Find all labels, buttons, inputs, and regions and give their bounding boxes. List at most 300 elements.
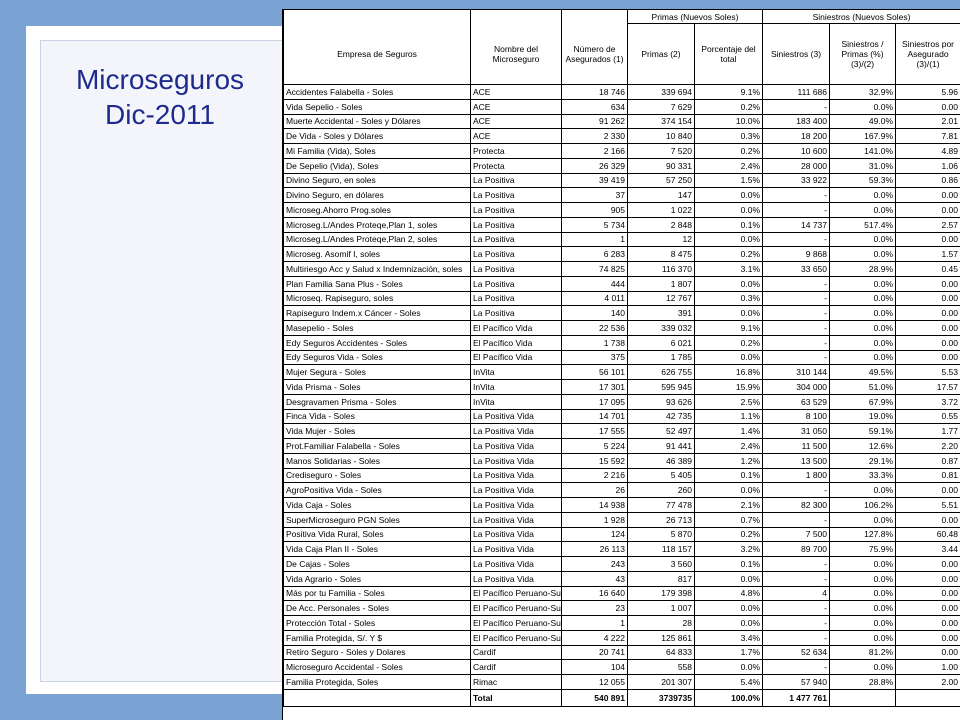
empresa-cell: Divino Seguro, en soles xyxy=(284,173,471,188)
siniestros-cell: 183 400 xyxy=(763,114,830,129)
microseguro-cell: La Positiva xyxy=(471,203,562,218)
siniestros-cell: - xyxy=(763,276,830,291)
ratio-cell: 0.0% xyxy=(830,512,896,527)
porcentaje-cell: 0.2% xyxy=(695,99,763,114)
per-asegurado-cell: 0.45 xyxy=(896,262,960,277)
siniestros-cell: 28 000 xyxy=(763,158,830,173)
empresa-cell: Vida Agrario - Soles xyxy=(284,571,471,586)
ratio-cell: 0.0% xyxy=(830,660,896,675)
table-row xyxy=(284,173,960,188)
asegurados-cell: 18 746 xyxy=(562,85,628,100)
primas-cell: 10 840 xyxy=(628,129,695,144)
porcentaje-cell: 10.0% xyxy=(695,114,763,129)
empresa-cell: AgroPositiva Vida - Soles xyxy=(284,483,471,498)
siniestros-cell: 89 700 xyxy=(763,542,830,557)
primas-cell: 116 370 xyxy=(628,262,695,277)
table-row xyxy=(284,380,960,395)
siniestros-group-header: Siniestros (Nuevos Soles) xyxy=(763,10,960,24)
empresa-cell: Protección Total - Soles xyxy=(284,616,471,631)
ratio-cell: 28.8% xyxy=(830,675,896,690)
ratio-cell: 75.9% xyxy=(830,542,896,557)
per-asegurado-cell: 0.00 xyxy=(896,616,960,631)
primas-cell: 91 441 xyxy=(628,439,695,454)
siniestros-cell: - xyxy=(763,571,830,586)
title-line-2: Dic-2011 xyxy=(105,99,215,130)
microseguro-cell: La Positiva Vida xyxy=(471,483,562,498)
ratio-cell: 0.0% xyxy=(830,321,896,336)
per-asegurado-cell: 0.00 xyxy=(896,335,960,350)
asegurados-cell: 2 216 xyxy=(562,468,628,483)
asegurados-cell: 43 xyxy=(562,571,628,586)
siniestros-cell: - xyxy=(763,483,830,498)
table-row xyxy=(284,217,960,232)
asegurados-cell: 6 283 xyxy=(562,247,628,262)
microseguros-table xyxy=(283,9,960,707)
microseguro-cell: La Positiva Vida xyxy=(471,468,562,483)
ratio-cell: 517.4% xyxy=(830,217,896,232)
primas-cell: 260 xyxy=(628,483,695,498)
microseguro-cell: La Positiva xyxy=(471,262,562,277)
siniestros-cell: 8 100 xyxy=(763,409,830,424)
porcentaje-cell: 15.9% xyxy=(695,380,763,395)
total-porcentaje: 100.0% xyxy=(695,689,763,706)
table-row xyxy=(284,129,960,144)
per-asegurado-cell: 0.00 xyxy=(896,306,960,321)
table-row xyxy=(284,291,960,306)
microseguro-cell: Cardif xyxy=(471,645,562,660)
table-row xyxy=(284,335,960,350)
asegurados-cell: 23 xyxy=(562,601,628,616)
per-asegurado-cell: 2.00 xyxy=(896,675,960,690)
empresa-cell: Divino Seguro, en dólares xyxy=(284,188,471,203)
microseguro-cell: La Positiva Vida xyxy=(471,542,562,557)
siniestros-cell: 1 800 xyxy=(763,468,830,483)
group-header-row xyxy=(284,10,960,24)
primas-cell: 1 807 xyxy=(628,276,695,291)
porcentaje-cell: 0.2% xyxy=(695,144,763,159)
per-asegurado-cell: 1.00 xyxy=(896,660,960,675)
col-header-siniestros: Siniestros (3) xyxy=(763,24,830,85)
asegurados-cell: 1 738 xyxy=(562,335,628,350)
empresa-cell: Microseguro Accidental - Soles xyxy=(284,660,471,675)
primas-cell: 77 478 xyxy=(628,498,695,513)
per-asegurado-cell: 0.00 xyxy=(896,512,960,527)
table-row xyxy=(284,188,960,203)
per-asegurado-cell: 2.01 xyxy=(896,114,960,129)
ratio-cell: 51.0% xyxy=(830,380,896,395)
microseguro-cell: La Positiva Vida xyxy=(471,571,562,586)
table-row xyxy=(284,350,960,365)
per-asegurado-cell: 0.86 xyxy=(896,173,960,188)
microseguro-cell: La Positiva xyxy=(471,217,562,232)
asegurados-cell: 26 xyxy=(562,483,628,498)
siniestros-cell: 111 686 xyxy=(763,85,830,100)
table-row xyxy=(284,439,960,454)
porcentaje-cell: 0.0% xyxy=(695,232,763,247)
ratio-cell: 0.0% xyxy=(830,601,896,616)
porcentaje-cell: 0.7% xyxy=(695,512,763,527)
total-label: Total xyxy=(471,689,562,706)
asegurados-cell: 1 xyxy=(562,232,628,247)
primas-cell: 374 154 xyxy=(628,114,695,129)
microseguro-cell: El Pacífico Vida xyxy=(471,350,562,365)
empresa-cell: Retiro Seguro - Soles y Dolares xyxy=(284,645,471,660)
column-header-row xyxy=(284,24,960,85)
empresa-cell: Familia Protegida, Soles xyxy=(284,675,471,690)
siniestros-cell: 33 650 xyxy=(763,262,830,277)
table-row xyxy=(284,616,960,631)
porcentaje-cell: 0.2% xyxy=(695,335,763,350)
siniestros-cell: - xyxy=(763,99,830,114)
ratio-cell: 167.9% xyxy=(830,129,896,144)
porcentaje-cell: 3.2% xyxy=(695,542,763,557)
empresa-cell: De Cajas - Soles xyxy=(284,557,471,572)
asegurados-cell: 140 xyxy=(562,306,628,321)
primas-cell: 595 945 xyxy=(628,380,695,395)
per-asegurado-cell: 2.20 xyxy=(896,439,960,454)
empresa-cell: Rapiseguro Indem.x Cáncer - Soles xyxy=(284,306,471,321)
microseguro-cell: La Positiva Vida xyxy=(471,527,562,542)
asegurados-cell: 74 825 xyxy=(562,262,628,277)
per-asegurado-cell: 0.00 xyxy=(896,232,960,247)
siniestros-cell: - xyxy=(763,306,830,321)
microseguro-cell: La Positiva Vida xyxy=(471,409,562,424)
ratio-cell: 12.6% xyxy=(830,439,896,454)
per-asegurado-cell: 0.00 xyxy=(896,350,960,365)
porcentaje-cell: 0.0% xyxy=(695,483,763,498)
per-asegurado-cell: 0.00 xyxy=(896,188,960,203)
empresa-cell: Positiva Vida Rural, Soles xyxy=(284,527,471,542)
empresa-cell: Plan Familia Sana Plus - Soles xyxy=(284,276,471,291)
ratio-cell: 19.0% xyxy=(830,409,896,424)
siniestros-cell: 31 050 xyxy=(763,424,830,439)
porcentaje-cell: 0.0% xyxy=(695,276,763,291)
empresa-cell: Edy Seguros Vida - Soles xyxy=(284,350,471,365)
microseguros-table-container xyxy=(282,9,960,720)
siniestros-cell: 9 868 xyxy=(763,247,830,262)
table-row xyxy=(284,247,960,262)
siniestros-cell: 11 500 xyxy=(763,439,830,454)
table-row xyxy=(284,453,960,468)
porcentaje-cell: 0.2% xyxy=(695,527,763,542)
empresa-cell: Microseg.L/Andes Proteqe,Plan 1, soles xyxy=(284,217,471,232)
per-asegurado-cell: 0.00 xyxy=(896,601,960,616)
table-row xyxy=(284,394,960,409)
per-asegurado-cell: 1.57 xyxy=(896,247,960,262)
microseguro-cell: La Positiva xyxy=(471,247,562,262)
empresa-cell: Familia Protegida, S/. Y $ xyxy=(284,630,471,645)
table-row xyxy=(284,306,960,321)
asegurados-cell: 1 xyxy=(562,616,628,631)
empresa-cell: Prot.Familiar Falabella - Soles xyxy=(284,439,471,454)
empresa-cell: Vida Sepelio - Soles xyxy=(284,99,471,114)
per-asegurado-cell: 0.00 xyxy=(896,557,960,572)
empresa-cell: Vida Prisma - Soles xyxy=(284,380,471,395)
microseguro-cell: La Positiva xyxy=(471,291,562,306)
per-asegurado-cell: 7.81 xyxy=(896,129,960,144)
asegurados-cell: 17 095 xyxy=(562,394,628,409)
primas-cell: 64 833 xyxy=(628,645,695,660)
col-header-primas: Primas (2) xyxy=(628,24,695,85)
primas-cell: 201 307 xyxy=(628,675,695,690)
table-row xyxy=(284,498,960,513)
porcentaje-cell: 2.4% xyxy=(695,158,763,173)
siniestros-cell: 13 500 xyxy=(763,453,830,468)
porcentaje-cell: 16.8% xyxy=(695,365,763,380)
siniestros-cell: 18 200 xyxy=(763,129,830,144)
per-asegurado-cell: 0.00 xyxy=(896,483,960,498)
microseguro-cell: Rimac xyxy=(471,675,562,690)
primas-cell: 6 021 xyxy=(628,335,695,350)
microseguro-cell: InVita xyxy=(471,365,562,380)
per-asegurado-cell: 0.00 xyxy=(896,586,960,601)
asegurados-cell: 243 xyxy=(562,557,628,572)
microseguro-cell: Protecta xyxy=(471,144,562,159)
ratio-cell: 0.0% xyxy=(830,99,896,114)
primas-cell: 42 735 xyxy=(628,409,695,424)
blank-header-cell xyxy=(562,10,628,24)
empresa-cell: Vida Caja Plan II - Soles xyxy=(284,542,471,557)
ratio-cell: 0.0% xyxy=(830,306,896,321)
total-siniestros: 1 477 761 xyxy=(763,689,830,706)
primas-cell: 12 767 xyxy=(628,291,695,306)
table-row xyxy=(284,527,960,542)
empresa-cell: Accidentes Falabella - Soles xyxy=(284,85,471,100)
table-row xyxy=(284,557,960,572)
ratio-cell: 0.0% xyxy=(830,557,896,572)
total-asegurados: 540 891 xyxy=(562,689,628,706)
per-asegurado-cell: 5.51 xyxy=(896,498,960,513)
table-row xyxy=(284,571,960,586)
porcentaje-cell: 9.1% xyxy=(695,321,763,336)
empresa-cell: Muerte Accidental - Soles y Dólares xyxy=(284,114,471,129)
asegurados-cell: 14 701 xyxy=(562,409,628,424)
table-row xyxy=(284,276,960,291)
empresa-cell: Mujer Segura - Soles xyxy=(284,365,471,380)
primas-cell: 339 694 xyxy=(628,85,695,100)
ratio-cell: 0.0% xyxy=(830,276,896,291)
col-header-empresa: Empresa de Seguros xyxy=(284,24,471,85)
microseguro-cell: La Positiva xyxy=(471,188,562,203)
slide-title xyxy=(40,62,280,132)
ratio-cell: 127.8% xyxy=(830,527,896,542)
table-row xyxy=(284,114,960,129)
siniestros-cell: - xyxy=(763,188,830,203)
empresa-cell: De Acc. Personales - Soles xyxy=(284,601,471,616)
empresa-cell: Más por tu Familia - Soles xyxy=(284,586,471,601)
blank-header-cell xyxy=(471,10,562,24)
ratio-cell: 28.9% xyxy=(830,262,896,277)
asegurados-cell: 1 928 xyxy=(562,512,628,527)
ratio-cell: 59.1% xyxy=(830,424,896,439)
asegurados-cell: 444 xyxy=(562,276,628,291)
empresa-cell: Microseg. Asomif I, soles xyxy=(284,247,471,262)
ratio-cell: 0.0% xyxy=(830,350,896,365)
asegurados-cell: 124 xyxy=(562,527,628,542)
total-empty-cell xyxy=(896,689,960,706)
primas-cell: 147 xyxy=(628,188,695,203)
asegurados-cell: 2 166 xyxy=(562,144,628,159)
per-asegurado-cell: 0.00 xyxy=(896,321,960,336)
title-line-1: Microseguros xyxy=(75,64,245,95)
total-row xyxy=(284,689,960,706)
table-row xyxy=(284,675,960,690)
primas-cell: 7 629 xyxy=(628,99,695,114)
primas-cell: 125 861 xyxy=(628,630,695,645)
table-row xyxy=(284,158,960,173)
porcentaje-cell: 0.0% xyxy=(695,616,763,631)
asegurados-cell: 15 592 xyxy=(562,453,628,468)
empresa-cell: Manos Solidarias - Soles xyxy=(284,453,471,468)
ratio-cell: 49.5% xyxy=(830,365,896,380)
ratio-cell: 81.2% xyxy=(830,645,896,660)
microseguro-cell: La Positiva Vida xyxy=(471,557,562,572)
per-asegurado-cell: 0.00 xyxy=(896,99,960,114)
ratio-cell: 32.9% xyxy=(830,85,896,100)
porcentaje-cell: 1.1% xyxy=(695,409,763,424)
porcentaje-cell: 1.4% xyxy=(695,424,763,439)
siniestros-cell: 57 940 xyxy=(763,675,830,690)
table-row xyxy=(284,321,960,336)
empresa-cell: Crediseguro - Soles xyxy=(284,468,471,483)
porcentaje-cell: 0.3% xyxy=(695,129,763,144)
primas-cell: 26 713 xyxy=(628,512,695,527)
siniestros-cell: 63 529 xyxy=(763,394,830,409)
microseguro-cell: El Pacífico Peruano-Su xyxy=(471,601,562,616)
ratio-cell: 0.0% xyxy=(830,247,896,262)
ratio-cell: 106.2% xyxy=(830,498,896,513)
ratio-cell: 0.0% xyxy=(830,483,896,498)
microseguro-cell: ACE xyxy=(471,99,562,114)
porcentaje-cell: 0.0% xyxy=(695,203,763,218)
asegurados-cell: 37 xyxy=(562,188,628,203)
total-primas: 3739735 xyxy=(628,689,695,706)
ratio-cell: 141.0% xyxy=(830,144,896,159)
primas-cell: 2 848 xyxy=(628,217,695,232)
table-row xyxy=(284,232,960,247)
porcentaje-cell: 0.0% xyxy=(695,350,763,365)
porcentaje-cell: 0.1% xyxy=(695,557,763,572)
primas-cell: 93 626 xyxy=(628,394,695,409)
empresa-cell: Microseg.Ahorro Prog.soles xyxy=(284,203,471,218)
asegurados-cell: 17 301 xyxy=(562,380,628,395)
empresa-cell: SuperMicroseguro PGN Soles xyxy=(284,512,471,527)
ratio-cell: 0.0% xyxy=(830,232,896,247)
per-asegurado-cell: 17.57 xyxy=(896,380,960,395)
siniestros-cell: - xyxy=(763,660,830,675)
per-asegurado-cell: 5.53 xyxy=(896,365,960,380)
per-asegurado-cell: 0.81 xyxy=(896,468,960,483)
microseguro-cell: InVita xyxy=(471,380,562,395)
microseguro-cell: El Pacífico Peruano-Su xyxy=(471,630,562,645)
asegurados-cell: 17 555 xyxy=(562,424,628,439)
table-row xyxy=(284,468,960,483)
porcentaje-cell: 0.0% xyxy=(695,601,763,616)
siniestros-cell: 82 300 xyxy=(763,498,830,513)
ratio-cell: 0.0% xyxy=(830,630,896,645)
porcentaje-cell: 9.1% xyxy=(695,85,763,100)
microseguro-cell: La Positiva Vida xyxy=(471,453,562,468)
microseguro-cell: ACE xyxy=(471,85,562,100)
empresa-cell: Microseq. Rapiseguro, soles xyxy=(284,291,471,306)
siniestros-cell: - xyxy=(763,616,830,631)
porcentaje-cell: 5.4% xyxy=(695,675,763,690)
porcentaje-cell: 0.0% xyxy=(695,660,763,675)
porcentaje-cell: 0.3% xyxy=(695,291,763,306)
empresa-cell: Mi Familia (Vida), Soles xyxy=(284,144,471,159)
per-asegurado-cell: 0.00 xyxy=(896,645,960,660)
table-row xyxy=(284,262,960,277)
microseguro-cell: La Positiva xyxy=(471,232,562,247)
primas-cell: 7 520 xyxy=(628,144,695,159)
per-asegurado-cell: 60.48 xyxy=(896,527,960,542)
empresa-cell: Vida Caja - Soles xyxy=(284,498,471,513)
ratio-cell: 67.9% xyxy=(830,394,896,409)
total-empty-cell xyxy=(830,689,896,706)
primas-cell: 90 331 xyxy=(628,158,695,173)
empresa-cell: Microseg.L/Andes Proteqe,Plan 2, soles xyxy=(284,232,471,247)
per-asegurado-cell: 4.89 xyxy=(896,144,960,159)
primas-cell: 558 xyxy=(628,660,695,675)
asegurados-cell: 26 113 xyxy=(562,542,628,557)
table-row xyxy=(284,601,960,616)
table-row xyxy=(284,660,960,675)
primas-cell: 1 785 xyxy=(628,350,695,365)
table-row xyxy=(284,99,960,114)
ratio-cell: 33.3% xyxy=(830,468,896,483)
empresa-cell: Finca Vida - Soles xyxy=(284,409,471,424)
blank-header-cell xyxy=(284,10,471,24)
siniestros-cell: - xyxy=(763,512,830,527)
per-asegurado-cell: 0.00 xyxy=(896,630,960,645)
asegurados-cell: 4 011 xyxy=(562,291,628,306)
siniestros-cell: 10 600 xyxy=(763,144,830,159)
ratio-cell: 0.0% xyxy=(830,335,896,350)
primas-cell: 5 870 xyxy=(628,527,695,542)
siniestros-cell: - xyxy=(763,203,830,218)
asegurados-cell: 39 419 xyxy=(562,173,628,188)
per-asegurado-cell: 3.72 xyxy=(896,394,960,409)
siniestros-cell: - xyxy=(763,350,830,365)
porcentaje-cell: 0.0% xyxy=(695,188,763,203)
microseguro-cell: El Pacífico Peruano-Su xyxy=(471,616,562,631)
siniestros-cell: - xyxy=(763,291,830,306)
primas-cell: 57 250 xyxy=(628,173,695,188)
ratio-cell: 29.1% xyxy=(830,453,896,468)
primas-cell: 3 560 xyxy=(628,557,695,572)
table-row xyxy=(284,144,960,159)
siniestros-cell: 7 500 xyxy=(763,527,830,542)
col-header-per-asegurado: Siniestros por Asegurado (3)/(1) xyxy=(896,24,960,85)
asegurados-cell: 56 101 xyxy=(562,365,628,380)
asegurados-cell: 5 734 xyxy=(562,217,628,232)
asegurados-cell: 20 741 xyxy=(562,645,628,660)
porcentaje-cell: 0.1% xyxy=(695,468,763,483)
per-asegurado-cell: 2.57 xyxy=(896,217,960,232)
primas-cell: 1 022 xyxy=(628,203,695,218)
col-header-asegurados: Número de Asegurados (1) xyxy=(562,24,628,85)
asegurados-cell: 26 329 xyxy=(562,158,628,173)
per-asegurado-cell: 0.00 xyxy=(896,291,960,306)
siniestros-cell: 304 000 xyxy=(763,380,830,395)
microseguro-cell: La Positiva Vida xyxy=(471,424,562,439)
microseguro-cell: La Positiva Vida xyxy=(471,498,562,513)
primas-cell: 1 007 xyxy=(628,601,695,616)
table-body xyxy=(284,85,960,690)
asegurados-cell: 22 536 xyxy=(562,321,628,336)
porcentaje-cell: 2.1% xyxy=(695,498,763,513)
primas-cell: 8 475 xyxy=(628,247,695,262)
